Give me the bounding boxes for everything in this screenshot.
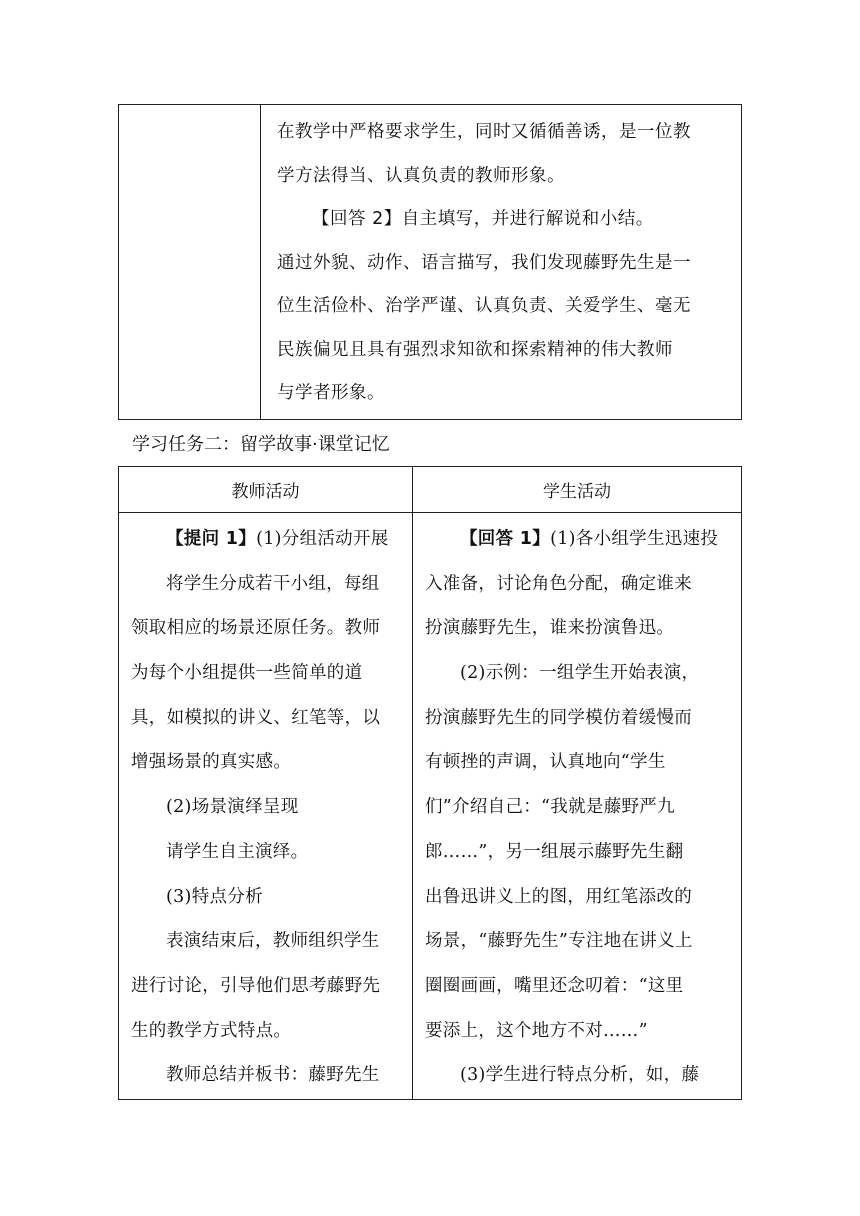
text-line: 教师总结并板书：藤野先生 xyxy=(166,1065,380,1086)
text-line: 在教学中严格要求学生，同时又循循善诱，是一位教 xyxy=(277,122,691,142)
text-line: 领取相应的场景还原任务。教师 xyxy=(131,618,381,639)
text-line: 位生活俭朴、治学严谨、认真负责、关爱学生、毫无 xyxy=(277,296,691,316)
answer1-label: 【回答 1】 xyxy=(460,529,551,549)
top-table-right-cell xyxy=(261,105,741,419)
text-line: 有顿挫的声调，认真地向“学生 xyxy=(425,752,666,773)
question1-line xyxy=(131,517,408,562)
text-line: 入准备，讨论角色分配，确定谁来 xyxy=(425,573,692,594)
answer2-label: 【回答 2】 xyxy=(312,209,402,229)
teacher-activity-cell xyxy=(119,513,413,1099)
text-line: 将学生分成若干小组，每组 xyxy=(166,573,380,594)
text-line: 出鲁迅讲义上的图，用红笔添改的 xyxy=(425,886,692,907)
text-line: (2)示例：一组学生开始表演， xyxy=(460,663,700,684)
question1-text: (1)分组活动开展 xyxy=(256,529,389,549)
student-activity-cell xyxy=(413,513,741,1099)
section-heading: 学习任务二：留学故事·课堂记忆 xyxy=(132,434,390,455)
text-line: 增强场景的真实感。 xyxy=(131,752,292,773)
text-line: 生的教学方式特点。 xyxy=(131,1020,292,1041)
text-line: 通过外貌、动作、语言描写，我们发现藤野先生是一 xyxy=(277,252,691,273)
top-table-left-cell xyxy=(119,105,261,419)
activity-table xyxy=(118,466,742,1100)
text-line: 学方法得当、认真负责的教师形象。 xyxy=(277,165,565,186)
text-line: 圈圈画画，嘴里还念叨着：“这里 xyxy=(425,975,684,996)
text-line: 场景，“藤野先生”专注地在讲义上 xyxy=(425,931,693,952)
table-header-row xyxy=(119,467,741,513)
text-line: 郎……”，另一组展示藤野先生翻 xyxy=(425,841,684,862)
header-student-activity: 学生活动 xyxy=(543,482,611,502)
table-body-row xyxy=(119,513,741,1099)
text-line: 们”介绍自己：“我就是藤野严九 xyxy=(425,797,675,818)
text-line: 扮演藤野先生，谁来扮演鲁迅。 xyxy=(425,618,675,639)
text-line: 为每个小组提供一些简单的道 xyxy=(131,663,363,684)
answer2-line xyxy=(277,198,733,242)
top-table xyxy=(118,104,742,420)
answer1-text: (1)各小组学生迅速投 xyxy=(550,529,719,549)
text-line: (3)特点分析 xyxy=(166,886,263,907)
text-line: 要添上，这个地方不对……” xyxy=(425,1020,648,1041)
text-line: 请学生自主演绎。 xyxy=(166,841,309,862)
header-teacher-activity: 教师活动 xyxy=(119,467,413,512)
text-line: 表演结束后，教师组织学生 xyxy=(166,931,380,952)
text-line: 具，如模拟的讲义、红笔等，以 xyxy=(131,707,381,728)
answer1-line xyxy=(425,517,737,562)
text-line: (3)学生进行特点分析，如，藤 xyxy=(460,1065,700,1086)
text-line: 民族偏见且具有强烈求知欲和探索精神的伟大教师 xyxy=(277,339,673,360)
answer2-text: 自主填写，并进行解说和小结。 xyxy=(401,209,654,229)
text-line: 进行讨论，引导他们思考藤野先 xyxy=(131,975,381,996)
text-line: 扮演藤野先生的同学模仿着缓慢而 xyxy=(425,707,692,728)
text-line: 与学者形象。 xyxy=(277,383,385,403)
text-line: (2)场景演绎呈现 xyxy=(166,797,299,818)
question1-label: 【提问 1】 xyxy=(166,529,257,549)
